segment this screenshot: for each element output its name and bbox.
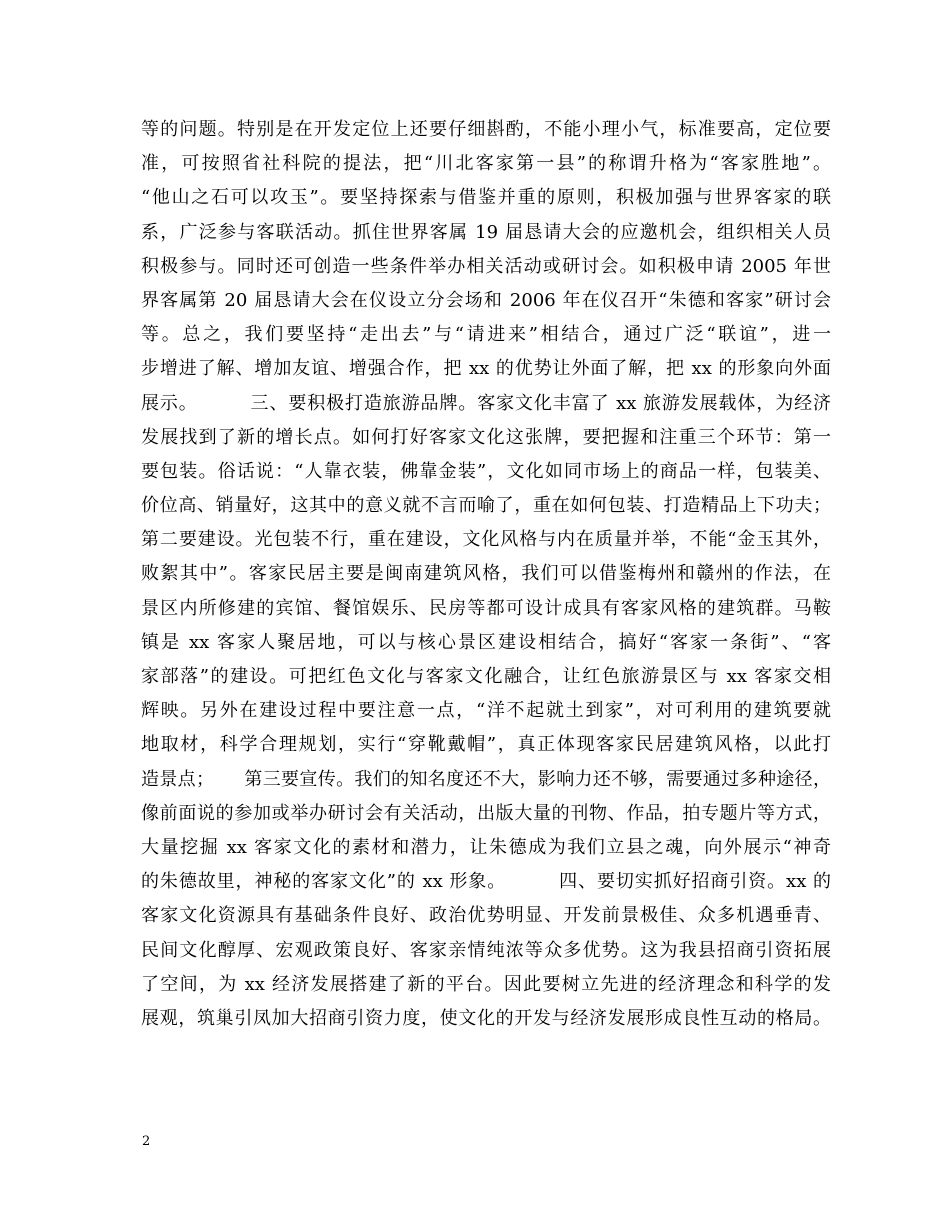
text-line: 了空间，为 xx 经济发展搭建了新的平台。因此要树立先进的经济理念和科学的发 xyxy=(141,973,831,995)
text-line: 准，可按照省社科院的提法，把“川北客家第一县”的称谓升格为“客家胜地”。 xyxy=(141,153,831,175)
text-line: 辉映。另外在建设过程中要注意一点，“洋不起就土到家”，对可利用的建筑要就 xyxy=(141,700,831,722)
text-line: 像前面说的参加或举办研讨会有关活动，出版大量的刊物、作品，拍专题片等方式， xyxy=(141,802,831,824)
text-line: 民间文化醇厚、宏观政策良好、客家亲情纯浓等众多优势。这为我县招商引资拓展 xyxy=(141,939,831,961)
text-line: 大量挖掘 xx 客家文化的素材和潜力，让朱德成为我们立县之魂，向外展示“神奇 xyxy=(141,836,831,858)
text-line: 价位高、销量好，这其中的意义就不言而喻了，重在如何包装、打造精品上下功夫； xyxy=(141,495,831,517)
text-line: 等。总之，我们要坚持“走出去”与“请进来”相结合，通过广泛“联谊”，进一 xyxy=(141,324,831,346)
text-line: 景区内所修建的宾馆、餐馆娱乐、民房等都可设计成具有客家风格的建筑群。马鞍 xyxy=(141,597,831,619)
text-line: 展示。 三、要积极打造旅游品牌。客家文化丰富了 xx 旅游发展载体，为经济 xyxy=(141,392,831,414)
text-line: 步增进了解、增加友谊、增强合作，把 xx 的优势让外面了解，把 xx 的形象向外面 xyxy=(141,358,831,380)
text-line: 第二要建设。光包装不行，重在建设，文化风格与内在质量并举，不能“金玉其外， xyxy=(141,529,831,551)
text-line: 等的问题。特别是在开发定位上还要仔细斟酌，不能小理小气，标准要高，定位要 xyxy=(141,119,831,140)
text-line: 系，广泛参与客联活动。抓住世界客属 19 届恳请大会的应邀机会，组织相关人员 xyxy=(141,221,831,243)
text-line: 的朱德故里，神秘的客家文化”的 xx 形象。 四、要切实抓好招商引资。xx 的 xyxy=(141,871,831,893)
text-line: “他山之石可以攻玉”。要坚持探索与借鉴并重的原则，积极加强与世界客家的联 xyxy=(141,187,831,209)
text-line: 界客属第 20 届恳请大会在仪设立分会场和 2006 年在仪召开“朱德和客家”研讨会 xyxy=(141,289,831,311)
text-line: 造景点； 第三要宣传。我们的知名度还不大，影响力还不够，需要通过多种途径， xyxy=(141,768,831,790)
text-line: 要包装。俗话说：“人靠衣装，佛靠金装”，文化如同市场上的商品一样，包装美、 xyxy=(141,460,831,482)
text-line: 败絮其中”。客家民居主要是闽南建筑风格，我们可以借鉴梅州和赣州的作法，在 xyxy=(141,563,831,585)
text-line: 地取材，科学合理规划，实行“穿靴戴帽”，真正体现客家民居建筑风格，以此打 xyxy=(141,734,831,756)
text-line: 积极参与。同时还可创造一些条件举办相关活动或研讨会。如积极申请 2005 年世 xyxy=(141,255,831,277)
page-number: 2 xyxy=(142,1134,151,1149)
text-line: 客家文化资源具有基础条件良好、政治优势明显、开发前景极佳、众多机遇垂青、 xyxy=(141,905,831,927)
text-line: 发展找到了新的增长点。如何打好客家文化这张牌，要把握和注重三个环节：第一 xyxy=(141,426,831,448)
text-line: 展观，筑巢引凤加大招商引资力度，使文化的开发与经济发展形成良性互动的格局。 xyxy=(141,1007,831,1029)
text-line: 镇是 xx 客家人聚居地，可以与核心景区建设相结合，搞好“客家一条街”、“客 xyxy=(141,631,831,653)
text-line: 家部落”的建设。可把红色文化与客家文化融合，让红色旅游景区与 xx 客家交相 xyxy=(141,666,831,687)
body-text xyxy=(141,113,831,1036)
